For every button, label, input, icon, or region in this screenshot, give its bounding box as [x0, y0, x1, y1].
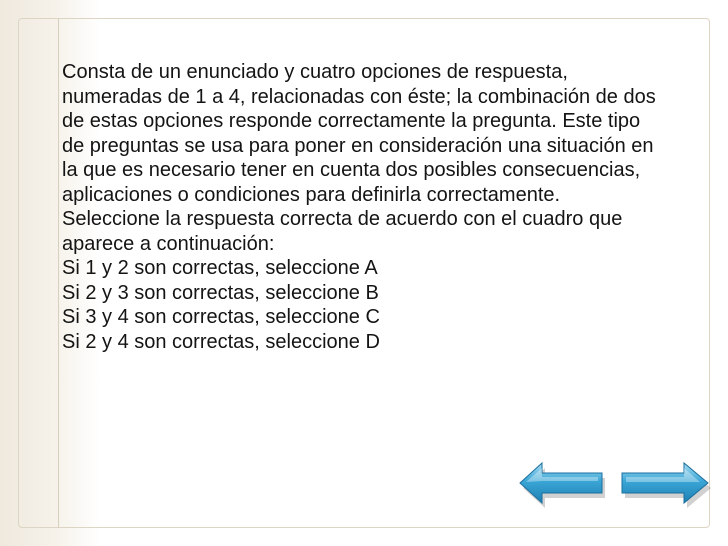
option-rule-b: Si 2 y 3 son correctas, seleccione B — [62, 281, 379, 304]
selection-instruction: Seleccione la respuesta correcta de acuerdo con el cuadro que aparece a continuación: — [62, 208, 623, 255]
left-arrow-icon — [516, 458, 616, 510]
option-rule-c: Si 3 y 4 son correctas, seleccione C — [62, 306, 380, 328]
previous-slide-button[interactable] — [516, 458, 616, 510]
option-rule-d: Si 2 y 4 son correctas, seleccione D — [62, 330, 380, 353]
instructions-paragraph: Consta de un enunciado y cuatro opciones de respuesta, numeradas de 1 a 4, relacionadas con éste; la combinación de dos de estas opciones responde correctamente la pregunta. Este tipo de preguntas se usa para poner en consideración una situación en la que es necesario tener en cuenta dos posibles consecuencias, aplicaciones o condiciones para definirla correctamente. — [62, 61, 656, 206]
slide-content — [62, 60, 662, 354]
next-slide-button[interactable] — [614, 458, 714, 510]
right-arrow-icon — [614, 458, 714, 510]
option-rule-a: Si 1 y 2 son correctas, seleccione A — [62, 257, 378, 279]
slide-divider-line — [58, 18, 59, 528]
